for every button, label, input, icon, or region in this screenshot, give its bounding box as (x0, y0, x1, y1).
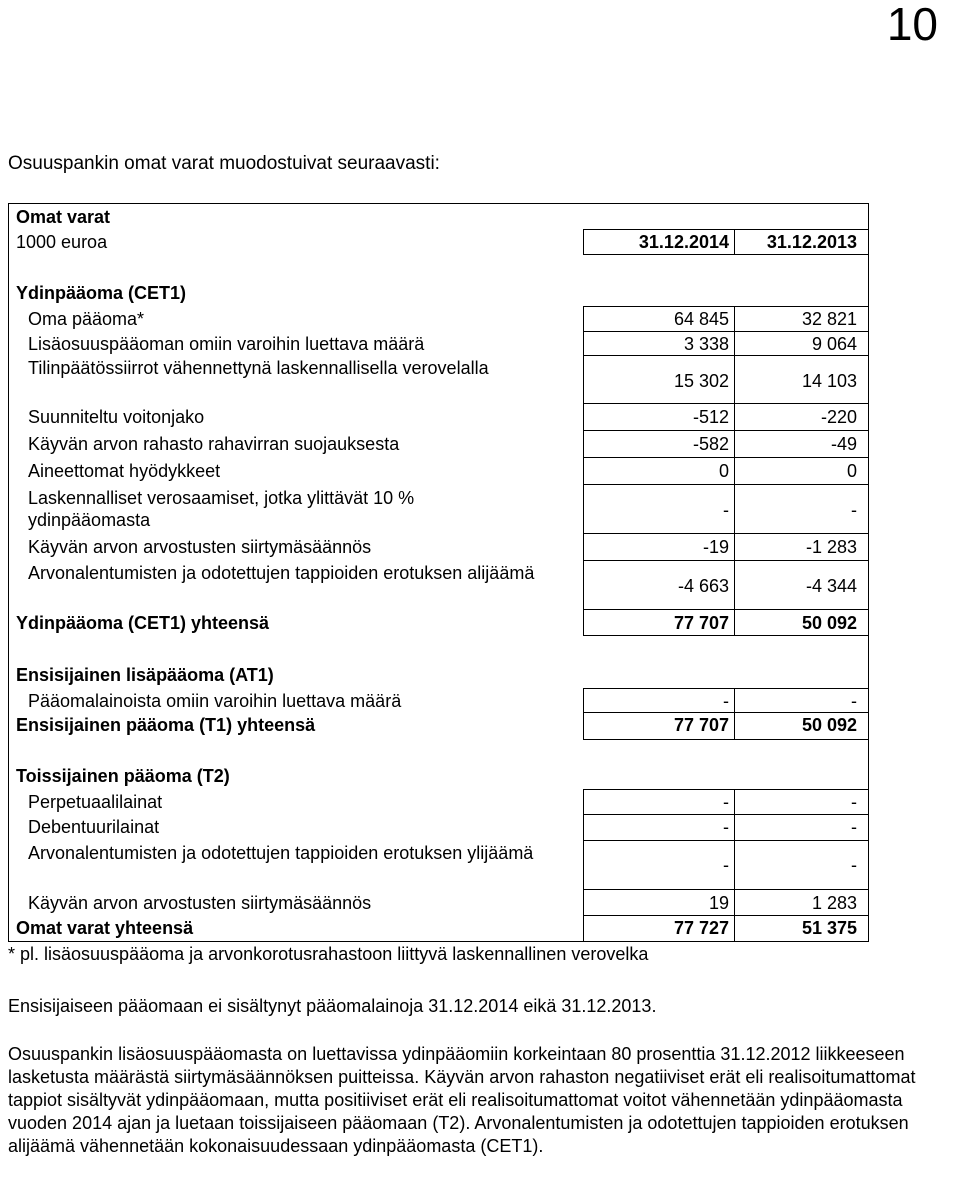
value-2013: -49 (830, 434, 857, 454)
row-label: Laskennalliset verosaamiset, jotka ylittävät 10 % ydinpääomasta (28, 488, 415, 530)
row-label: Omat varat yhteensä (16, 918, 194, 938)
row-label: Aineettomat hyödykkeet (28, 461, 221, 481)
row-label: Pääomalainoista omiin varoihin luettava määrä (28, 691, 402, 711)
unit-label: 1000 euroa (16, 232, 108, 252)
value-2013: 14 103 (801, 371, 857, 391)
intro-text: Osuuspankin omat varat muodostuivat seuraavasti: (8, 153, 440, 174)
value-2013: 50 092 (801, 613, 857, 633)
row-label: Perpetuaalilainat (28, 792, 163, 812)
value-2013: 50 092 (801, 715, 857, 735)
row-label: Oma pääoma* (28, 309, 145, 329)
value-2013: - (851, 500, 857, 520)
row-label: Käyvän arvon arvostusten siirtymäsäännös (28, 893, 372, 913)
value-2013: 9 064 (811, 334, 857, 354)
value-2013: -4 344 (805, 576, 857, 596)
value-2013: - (851, 817, 857, 837)
value-2014: - (723, 817, 729, 837)
row-label: Arvonalentumisten ja odotettujen tappioiden erotuksen ylijäämä (28, 843, 534, 863)
row-label: Käyvän arvon rahasto rahavirran suojauksesta (28, 434, 400, 454)
value-2014: -582 (692, 434, 729, 454)
value-2014: - (723, 855, 729, 875)
value-2014: 64 845 (673, 309, 729, 329)
column-header-2013: 31.12.2013 (766, 232, 857, 252)
value-2013: - (851, 855, 857, 875)
row-label: Käyvän arvon arvostusten siirtymäsäännös (28, 537, 372, 557)
value-2014: 19 (708, 893, 729, 913)
value-2014: -19 (702, 537, 729, 557)
page-number: 10 (886, 0, 938, 50)
row-label: Ensisijainen pääoma (T1) yhteensä (16, 715, 316, 735)
footnote: * pl. lisäosuuspääoma ja arvonkorotusrahastoon liittyvä laskennallinen verovelka (8, 944, 649, 964)
value-2013: 0 (846, 461, 857, 481)
value-2014: 77 727 (673, 918, 729, 938)
value-2014: 15 302 (673, 371, 729, 391)
row-label: Lisäosuuspääoman omiin varoihin luettava määrä (28, 334, 425, 354)
value-2014: -4 663 (677, 576, 729, 596)
paragraph-no-capital-loans: Ensisijaiseen pääomaan ei sisältynyt pääomalainoja 31.12.2014 eikä 31.12.2013. (8, 996, 657, 1016)
value-2014: 77 707 (673, 613, 729, 633)
value-2014: - (723, 500, 729, 520)
value-2014: - (723, 691, 729, 711)
value-2013: 32 821 (801, 309, 857, 329)
value-2013: - (851, 792, 857, 812)
value-2013: 51 375 (801, 918, 857, 938)
value-2013: - (851, 691, 857, 711)
table-title: Omat varat (16, 207, 111, 227)
column-header-2014: 31.12.2014 (638, 232, 729, 252)
row-label: Ydinpääoma (CET1) yhteensä (16, 613, 270, 633)
row-label: Debentuurilainat (28, 817, 160, 837)
value-2013: -1 283 (805, 537, 857, 557)
value-2014: 3 338 (683, 334, 729, 354)
cet1-heading: Ydinpääoma (CET1) (16, 283, 187, 303)
value-2014: -512 (692, 407, 729, 427)
t2-heading: Toissijainen pääoma (T2) (16, 766, 230, 786)
row-label: Arvonalentumisten ja odotettujen tappioiden erotuksen alijäämä (28, 563, 535, 583)
value-2013: 1 283 (811, 893, 857, 913)
value-2013: -220 (820, 407, 857, 427)
paragraph-additional-cooperative-capital: Osuuspankin lisäosuuspääomasta on luettavissa ydinpääomiin korkeintaan 80 prosenttia 31.12.2012 liikkeeseen lasketusta määrästä siirtymäsäännöksen puitteissa. Käyvän arvon rahaston negatiiviset erät eli realisoitumattomat tappiot sisältyvät ydinpääomaan, mutta positiiviset erät eli realisoitumattomat voitot vähennetään ydinpääomasta vuoden 2014 ajan ja luetaan toissijaiseen pääomaan (T2). Arvonalentumisten ja odotettujen tappioiden erotuksen alijäämä vähennetään kokonaisuudessaan ydinpääomasta (CET1). (8, 1044, 916, 1156)
value-2014: - (723, 792, 729, 812)
value-2014: 77 707 (673, 715, 729, 735)
row-label: Tilinpäätössiirrot vähennettynä laskennallisella verovelalla (28, 358, 489, 378)
row-label: Suunniteltu voitonjako (28, 407, 205, 427)
at1-heading: Ensisijainen lisäpääoma (AT1) (16, 665, 274, 685)
value-2014: 0 (718, 461, 729, 481)
